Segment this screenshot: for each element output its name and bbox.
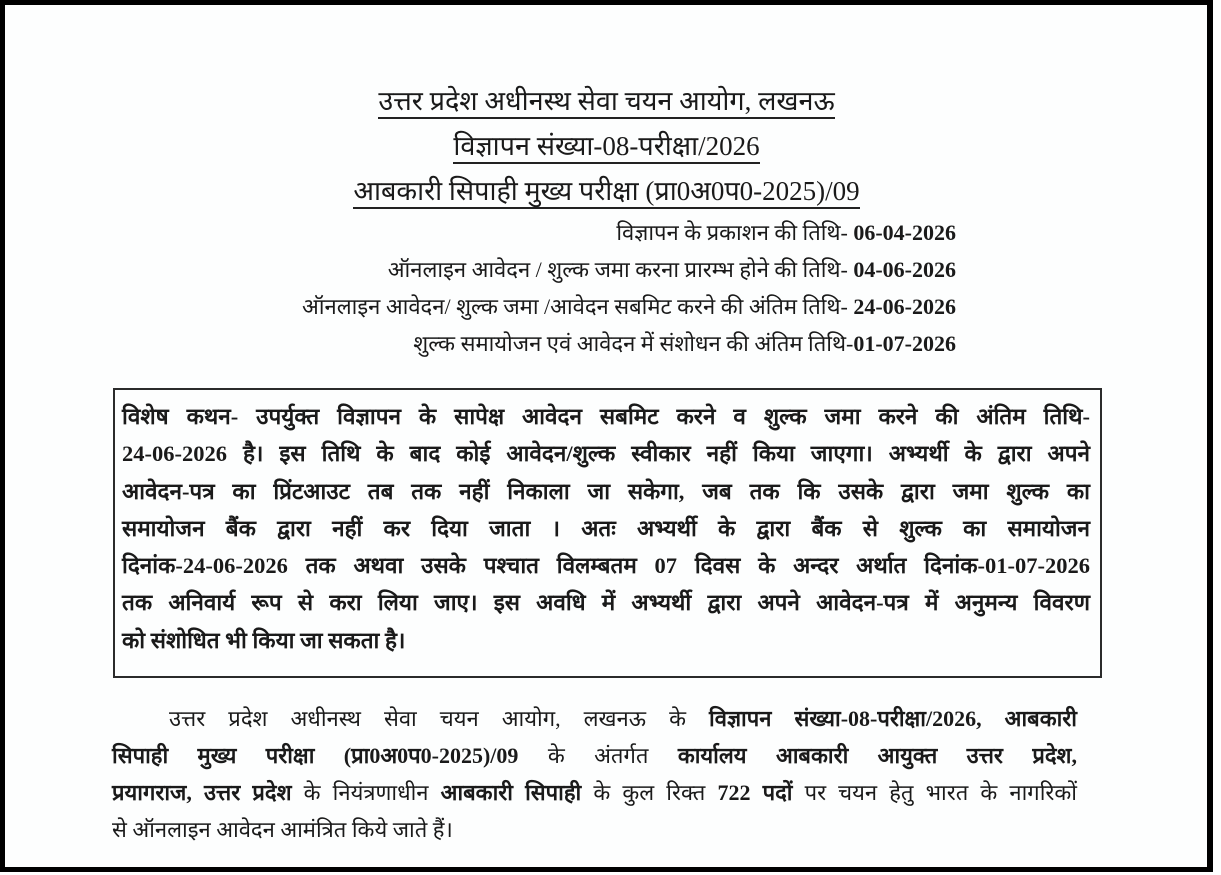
para-line [112,774,1077,811]
vacancy-count: 722 पदों [717,780,793,805]
date-value: 06-04-2026 [853,220,956,245]
location-ref: प्रयागराज, उत्तर प्रदेश [112,780,292,805]
notice-line: 24-06-2026 है। इस तिथि के बाद कोई आवेदन/शुल्क स्वीकार नहीं किया जाएगा। अभ्यर्थी के द्वारा अपने [122,441,1090,467]
post-name: आबकारी सिपाही [440,780,582,805]
para-line [112,700,1077,737]
date-row-last-submit [120,290,956,327]
notice-line: आवेदन-पत्र का प्रिंटआउट तब तक नहीं निकाला जा सकेगा, जब तक कि उसके द्वारा जमा शुल्क का [122,478,1090,504]
date-row-fee-adjustment [120,327,956,364]
date-value: 24-06-2026 [853,294,956,319]
text: पर चयन हेतु भारत के नागरिकों [792,780,1077,805]
date-row-publication [120,216,956,253]
text: के कुल रिक्त [581,780,718,805]
date-label: ऑनलाइन आवेदन/ शुल्क जमा /आवेदन सबमिट करने की अंतिम तिथि- [302,294,854,319]
office-ref: कार्यालय आबकारी आयुक्त उत्तर प्रदेश, [677,743,1077,768]
exam-title: आबकारी सिपाही मुख्य परीक्षा (प्रा0अ0प0-2025)/09 [353,176,859,209]
date-label: शुल्क समायोजन एवं आवेदन में संशोधन की अंतिम तिथि- [413,331,854,356]
advertisement-number: विज्ञापन संख्या-08-परीक्षा/2026 [453,131,759,164]
notice-line: तक अनिवार्य रूप से करा लिया जाए। इस अवधि में अभ्यर्थी द्वारा अपने आवेदन-पत्र में अनुमन्य विवरण [122,590,1090,616]
para-line [112,737,1077,774]
commission-title: उत्तर प्रदेश अधीनस्थ सेवा चयन आयोग, लखनऊ [378,86,834,119]
advertisement-ref: विज्ञापन संख्या-08-परीक्षा/2026, आबकारी [709,706,1077,731]
intro-paragraph [112,700,1077,848]
advertisement-heading [0,129,1213,163]
notice-line: समायोजन बैंक द्वारा नहीं कर दिया जाता । अतः अभ्यर्थी के द्वारा बैंक से शुल्क का समायोजन [122,515,1090,541]
text: के नियंत्रणाधीन [291,780,441,805]
text: के अंतर्गत [518,743,678,768]
text: उत्तर प्रदेश अधीनस्थ सेवा चयन आयोग, लखनऊ के [169,706,710,731]
date-value: 04-06-2026 [853,257,956,282]
special-notice-box [113,388,1102,678]
exam-ref: सिपाही मुख्य परीक्षा (प्रा0अ0प0-2025)/09 [112,743,519,768]
date-label: ऑनलाइन आवेदन / शुल्क जमा करना प्रारम्भ होने की तिथि- [387,257,854,282]
commission-heading [0,84,1213,118]
date-row-start [120,253,956,290]
notice-line: दिनांक-24-06-2026 तक अथवा उसके पश्चात विलम्बतम 07 दिवस के अन्दर अर्थात दिनांक-01-07-2026 [122,553,1090,579]
important-dates [120,216,956,364]
special-notice-text [122,398,1090,659]
exam-heading [0,174,1213,208]
date-value: 01-07-2026 [853,331,956,356]
notice-line: को संशोधित भी किया जा सकता है। [122,627,406,653]
para-line: से ऑनलाइन आवेदन आमंत्रित किये जाते हैं। [112,817,453,842]
date-label: विज्ञापन के प्रकाशन की तिथि- [616,220,854,245]
notice-line: विशेष कथन- उपर्युक्त विज्ञापन के सापेक्ष आवेदन सबमिट करने व शुल्क जमा करने की अंतिम तिथि- [122,404,1090,429]
